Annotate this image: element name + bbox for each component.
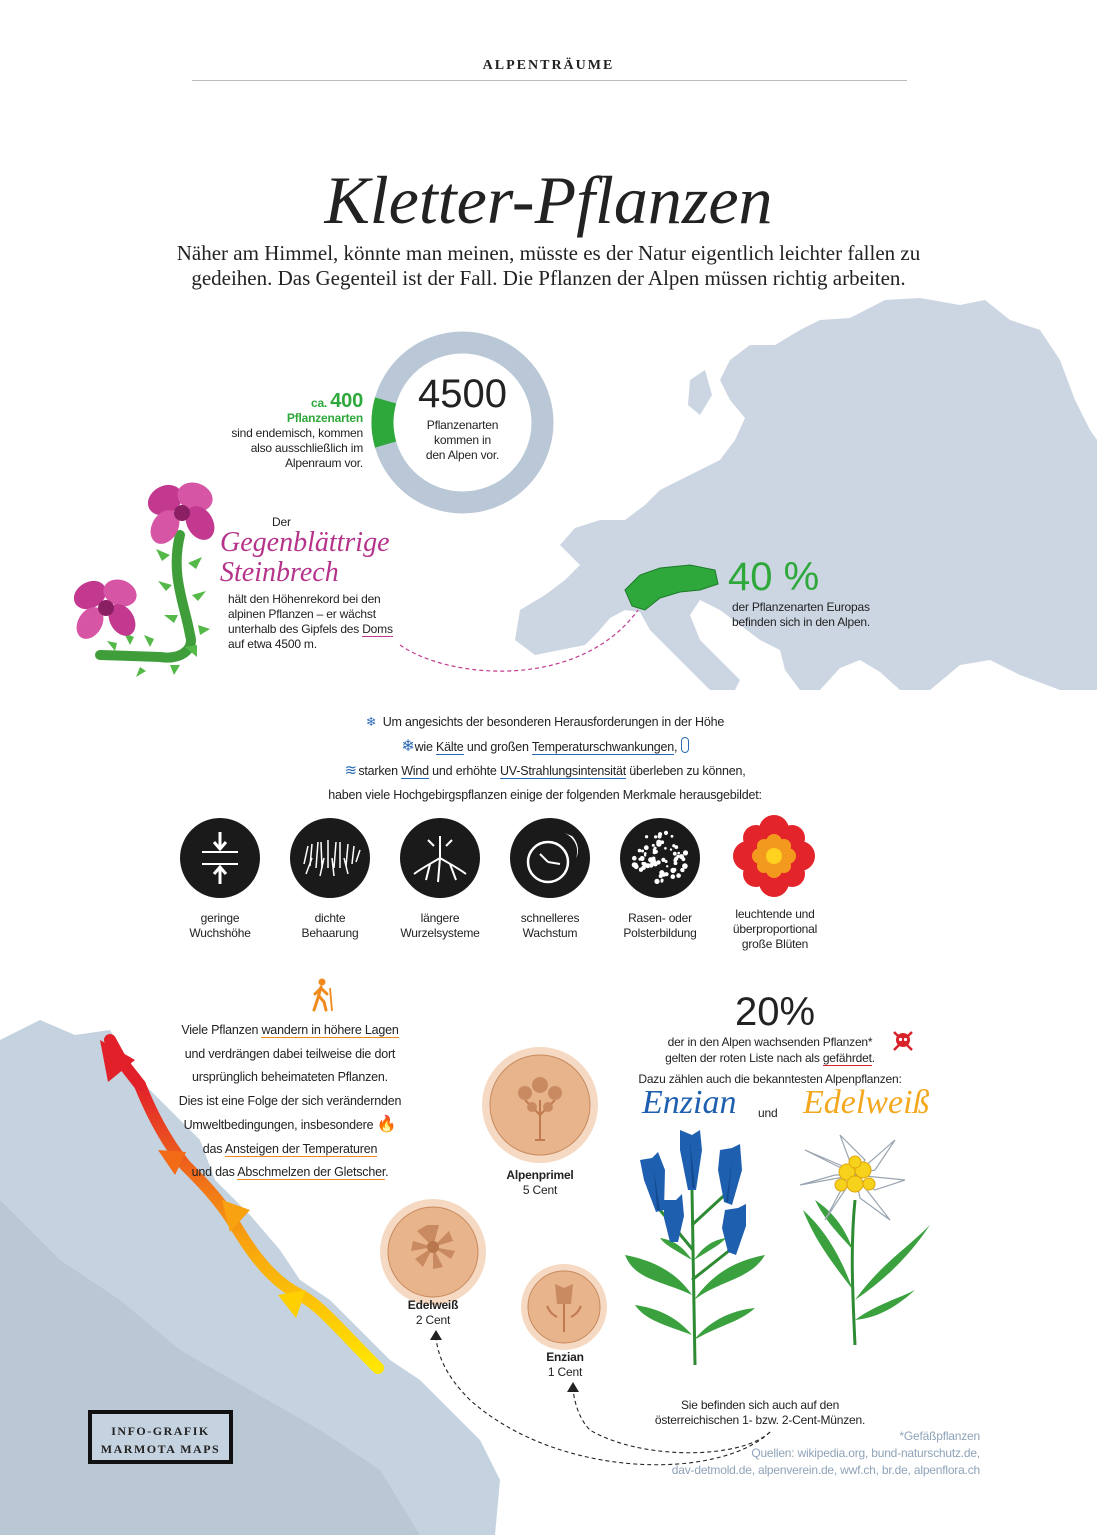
- feature-bright-flowers: leuchtende und überproportional große Blüten: [720, 818, 830, 952]
- coin-edelweiss-label: Edelweiß 2 Cent: [407, 1298, 459, 1327]
- ring-total-label: Pflanzenarten kommen in den Alpen vor.: [425, 418, 500, 462]
- snowflake-icon: ❄: [401, 737, 415, 755]
- steinbrech-name: Gegenblättrige Steinbrech: [220, 527, 390, 588]
- flame-icon: 🔥: [376, 1116, 397, 1133]
- steinbrech-text: hält den Höhenrekord bei den alpinen Pflanzen – er wächst unterhalb des Gipfels des Doms auf etwa 4500 m.: [228, 592, 393, 651]
- redlist-famous: Dazu zählen auch die bekanntesten Alpenpflanzen:: [638, 1072, 902, 1086]
- feature-roots: längere Wurzelsysteme: [390, 818, 490, 941]
- migration-text: Viele Pflanzen wandern in höhere Lagen und verdrängen dabei teilweise die dort ursprünglich beheimateten Pflanzen. Dies ist eine Folge der sich verändernden Umweltbedingungen, insbesondere 🔥 das Ansteigen der Temperaturen und das Abschmelzen der Gletscher.: [178, 1023, 402, 1179]
- coin-note: Sie befinden sich auch auf den österreichischen 1- bzw. 2-Cent-Münzen.: [654, 1398, 866, 1427]
- enzian-heading: Enzian: [642, 1084, 737, 1121]
- redlist-text: der in den Alpen wachsenden Pflanzen* gelten der roten Liste nach als gefährdet.: [665, 1035, 875, 1065]
- endemic-label: ca. 400 Pflanzenarten sind endemisch, kommen also ausschließlich im Alpenraum vor.: [231, 390, 363, 470]
- feature-cushion: Rasen- oder Polsterbildung: [610, 818, 710, 941]
- intro-text: Näher am Himmel, könnte man meinen, müsste es der Natur eigentlich leichter fallen zu gedeihen. Das Gegenteil ist der Fall. Die Pflanzen der Alpen müssen richtig arbeiten.: [176, 241, 921, 290]
- credit-box: INFO-GRAFIK MARMOTA MAPS: [88, 1410, 233, 1464]
- feature-hair: dichte Behaarung: [280, 818, 380, 941]
- und-text: und: [758, 1106, 778, 1120]
- feature-growth-height: geringe Wuchshöhe: [170, 818, 270, 941]
- redlist-value: 20%: [734, 990, 816, 1034]
- edelweiss-heading: Edelweiß: [803, 1084, 930, 1121]
- ring-total-value: 4500: [418, 372, 507, 416]
- feature-growth-speed: schnelleres Wachstum: [500, 818, 600, 941]
- europe-value: 40 %: [728, 555, 820, 599]
- snowflake-small-icon: ❄: [365, 715, 377, 729]
- coin-enzian-label: Enzian 1 Cent: [546, 1350, 584, 1379]
- challenges-text: ❄ Um angesichts der besonderen Herausforderungen in der Höhe ❄wie Kälte und großen Temperaturschwankungen, ≋ starken Wind und erhöhte UV-Strahlungsintensität überleben zu können, haben viele Hochgebirgspflanzen einige der folgenden Merkmale herausgebildet:: [328, 715, 762, 802]
- wind-icon: ≋: [344, 762, 356, 779]
- section-header: ALPENTRÄUME: [482, 58, 615, 73]
- page-title: Kletter-Pflanzen: [324, 162, 773, 238]
- europe-text: der Pflanzenarten Europas befinden sich in den Alpen.: [732, 600, 871, 629]
- steinbrech-der: Der: [272, 515, 291, 529]
- footnotes: *Gefäßpflanzen Quellen: wikipedia.org, bund-naturschutz.de, dav-detmold.de, alpenverein.de, wwf.ch, br.de, alpenflora.ch: [671, 1429, 980, 1477]
- coin-alpenprimel-label: Alpenprimel 5 Cent: [506, 1168, 574, 1197]
